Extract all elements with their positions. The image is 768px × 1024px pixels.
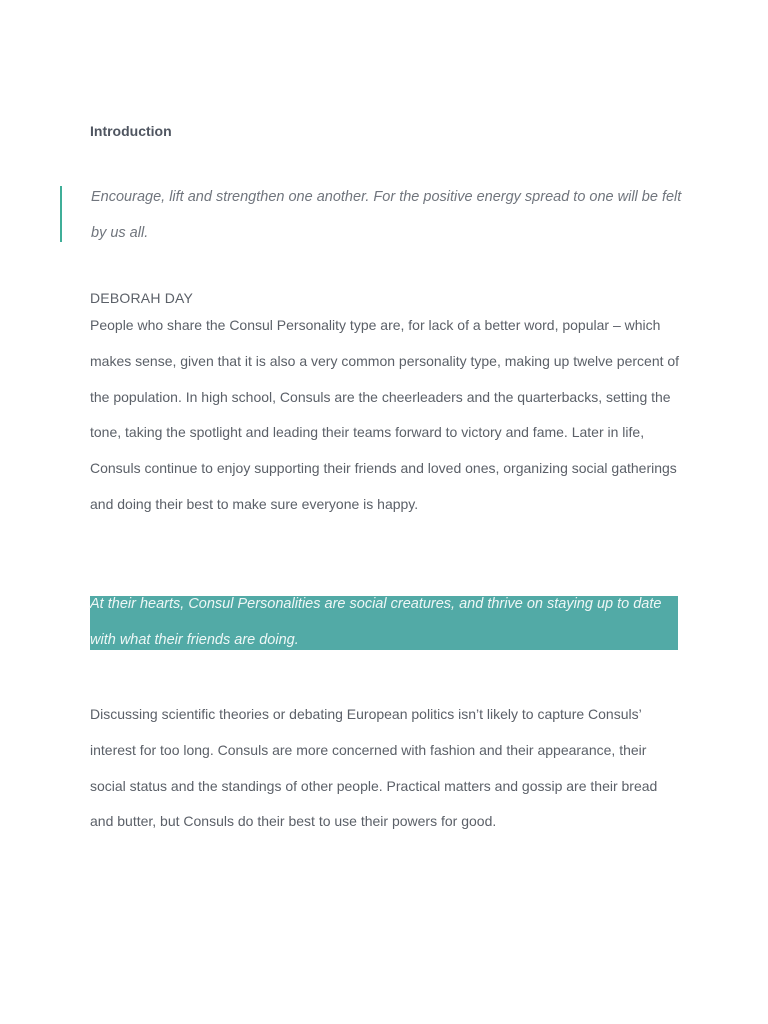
pull-quote (60, 186, 691, 242)
highlight-text: At their hearts, Consul Personalities are social creatures, and thrive on staying up to date with what their friends are doing. (90, 596, 662, 648)
quote-author: DEBORAH DAY (90, 290, 194, 306)
section-heading: Introduction (90, 123, 172, 139)
pull-quote-text: Encourage, lift and strengthen one another. For the positive energy spread to one will be felt by us all. (91, 189, 682, 241)
body-paragraph-2: Discussing scientific theories or debating European politics isn’t likely to capture Consuls’ interest for too long. Consuls are more concerned with fashion and their appearance, their social status and the standings of other people. Practical matters and gossip are their bread and butter, but Consuls do their best to use their powers for good. (90, 706, 658, 830)
body-paragraph-1: People who share the Consul Personality type are, for lack of a better word, popular – which makes sense, given that it is also a very common personality type, making up twelve percent of the population. In high school, Consuls are the cheerleaders and the quarterbacks, setting the tone, taking the spotlight and leading their teams forward to victory and fame. Later in life, Consuls continue to enjoy supporting their friends and loved ones, organizing social gatherings and doing their best to make sure everyone is happy. (90, 317, 680, 512)
